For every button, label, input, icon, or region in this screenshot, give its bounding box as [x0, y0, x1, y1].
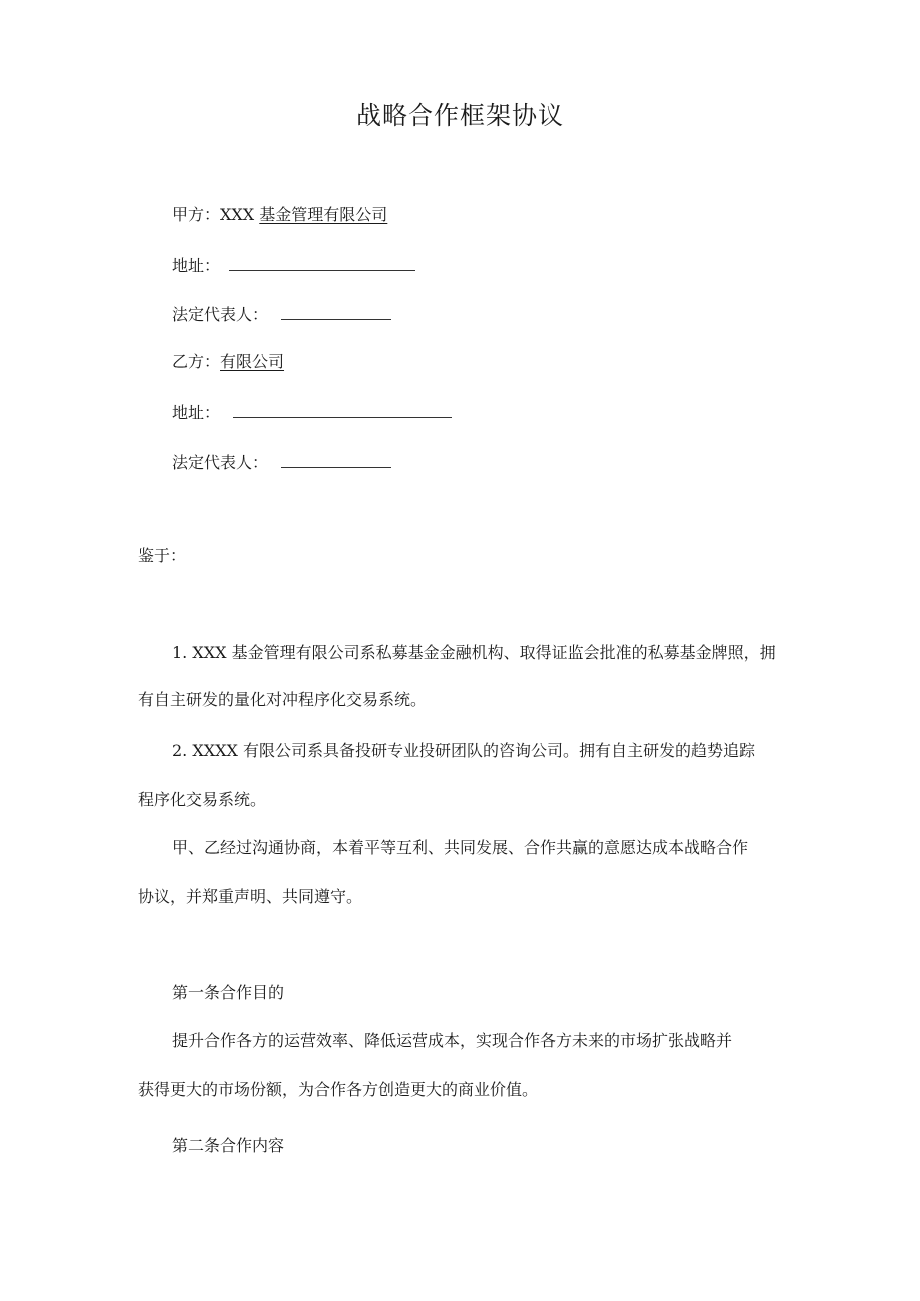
party-a-rep-line: [172, 303, 391, 325]
article-2-heading: 第二条合作内容: [172, 1136, 285, 1155]
article-1-line-2: 获得更大的市场份额，为合作各方创造更大的商业价值。: [138, 1080, 539, 1099]
party-b-label: 乙方：: [172, 352, 221, 371]
party-b-name: 有限公司: [220, 352, 285, 371]
party-a-name: 基金管理有限公司: [259, 205, 388, 224]
recital-1-line-1: 1. XXX 基金管理有限公司系私募基金金融机构、取得证监会批准的私募基金牌照，拥: [172, 643, 776, 662]
party-a-prefix: XXX: [220, 205, 260, 224]
whereas-heading: 鉴于：: [138, 546, 187, 565]
party-b-rep-blank: [281, 451, 391, 468]
party-a-rep-label: 法定代表人：: [172, 305, 269, 324]
party-b-address-line: [172, 401, 452, 423]
party-a-rep-blank: [281, 303, 391, 320]
party-b-rep-line: [172, 451, 391, 473]
party-a-address-blank: [229, 254, 415, 271]
party-b-address-blank: [233, 401, 452, 418]
article-1-heading: 第一条合作目的: [172, 983, 285, 1002]
party-a-address-label: 地址：: [172, 256, 221, 275]
party-a-label: 甲方：: [172, 205, 221, 224]
recital-1-line-2: 有自主研发的量化对冲程序化交易系统。: [138, 690, 427, 709]
recital-3-line-2: 协议，并郑重声明、共同遵守。: [138, 887, 363, 906]
recital-2-line-2: 程序化交易系统。: [138, 790, 267, 809]
article-1-line-1: 提升合作各方的运营效率、降低运营成本，实现合作各方未来的市场扩张战略并: [172, 1031, 733, 1050]
party-b-address-label: 地址：: [172, 403, 221, 422]
party-a-line: [172, 205, 387, 225]
party-a-address-line: [172, 254, 415, 276]
party-b-rep-label: 法定代表人：: [172, 453, 269, 472]
recital-2-line-1: 2. XXXX 有限公司系具备投研专业投研团队的咨询公司。拥有自主研发的趋势追踪: [172, 741, 756, 760]
recital-3-line-1: 甲、乙经过沟通协商，本着平等互利、共同发展、合作共赢的意愿达成本战略合作: [172, 838, 749, 857]
party-b-line: [172, 352, 284, 372]
document-title: 战略合作框架协议: [355, 101, 564, 130]
